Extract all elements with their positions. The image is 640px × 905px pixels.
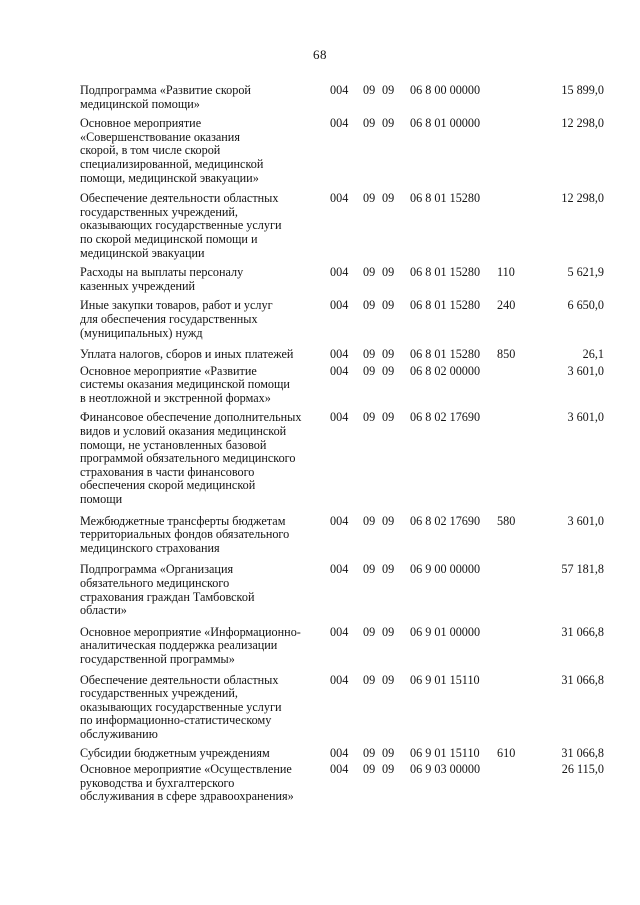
section-code: 09 (363, 83, 376, 97)
ministry-code: 004 (330, 347, 349, 362)
table-row (0, 563, 640, 617)
section-code: 09 (363, 191, 376, 206)
table-row (0, 117, 640, 185)
target-article-code: 06 9 01 15110 (410, 745, 480, 760)
item-name: Основное мероприятие «Совершенствование оказания скорой, в том числе скорой специализированной, медицинской помощи, медицинской эвакуации» (80, 116, 264, 185)
subsection-code: 09 (382, 513, 395, 528)
section-code: 09 (363, 410, 376, 425)
ministry-code: 004 (330, 298, 349, 313)
target-article-code: 06 9 00 00000 (410, 562, 481, 577)
amount: 3 601,0 (567, 410, 604, 425)
amount: 12 298,0 (561, 116, 604, 131)
table-row (0, 365, 640, 406)
section-code: 09 (363, 116, 376, 131)
table-row (0, 626, 640, 667)
table-row (0, 411, 640, 506)
amount: 15 899,0 (561, 83, 604, 97)
subsection-code: 09 (382, 265, 395, 280)
item-name: Уплата налогов, сборов и иных платежей (80, 347, 294, 362)
section-code: 09 (363, 265, 376, 280)
target-article-code: 06 9 03 00000 (410, 762, 481, 777)
expense-type-code: 240 (497, 298, 516, 313)
ministry-code: 004 (330, 624, 349, 639)
subsection-code: 09 (382, 624, 395, 639)
amount: 31 066,8 (561, 624, 604, 639)
ministry-code: 004 (330, 672, 349, 687)
subsection-code: 09 (382, 410, 395, 425)
subsection-code: 09 (382, 191, 395, 206)
amount: 31 066,8 (561, 672, 604, 687)
target-article-code: 06 8 01 15280 (410, 265, 481, 280)
section-code: 09 (363, 762, 376, 777)
expense-type-code: 850 (497, 347, 516, 362)
expense-type-code: 580 (497, 513, 516, 528)
table-row (0, 763, 640, 804)
table-row (0, 515, 640, 556)
subsection-code: 09 (382, 298, 395, 313)
page-number: 68 (313, 47, 327, 62)
item-name: Основное мероприятие «Развитие системы оказания медицинской помощи в неотложной и экстренной формах» (80, 363, 290, 405)
amount: 3 601,0 (567, 363, 604, 378)
section-code: 09 (363, 672, 376, 687)
item-name: Субсидии бюджетным учреждениям (80, 745, 270, 760)
target-article-code: 06 9 01 00000 (410, 624, 481, 639)
subsection-code: 09 (382, 83, 395, 97)
table-row (0, 348, 640, 362)
target-article-code: 06 8 01 15280 (410, 347, 481, 362)
subsection-code: 09 (382, 347, 395, 362)
item-name: Обеспечение деятельности областных государственных учреждений, оказывающих государственные услуги по скорой медицинской помощи и медицинской эвакуации (80, 191, 282, 260)
subsection-code: 09 (382, 745, 395, 760)
amount: 26 115,0 (561, 762, 604, 777)
amount: 5 621,9 (567, 265, 604, 280)
section-code: 09 (363, 298, 376, 313)
item-name: Межбюджетные трансферты бюджетам территориальных фондов обязательного медицинского страхования (80, 513, 290, 555)
item-name: Расходы на выплаты персоналу казенных учреждений (80, 265, 244, 293)
ministry-code: 004 (330, 745, 349, 760)
expense-type-code: 110 (497, 265, 515, 280)
subsection-code: 09 (382, 116, 395, 131)
ministry-code: 004 (330, 762, 349, 777)
ministry-code: 004 (330, 410, 349, 425)
amount: 31 066,8 (561, 745, 604, 760)
section-code: 09 (363, 513, 376, 528)
amount: 3 601,0 (567, 513, 604, 528)
item-name: Подпрограмма «Организация обязательного медицинского страхования граждан Тамбовской области» (80, 562, 255, 618)
item-name: Обеспечение деятельности областных государственных учреждений, оказывающих государственные услуги по информационно-статистическому обслуживанию (80, 672, 282, 741)
item-name: Финансовое обеспечение дополнительных видов и условий оказания медицинской помощи, не установленных базовой программой обязательного медицинского страхования в части финансового обеспечения скорой медицинской помощи (80, 410, 302, 507)
subsection-code: 09 (382, 363, 395, 378)
ministry-code: 004 (330, 265, 349, 280)
ministry-code: 004 (330, 83, 349, 97)
section-code: 09 (363, 745, 376, 760)
target-article-code: 06 9 01 15110 (410, 672, 480, 687)
item-name: Основное мероприятие «Осуществление руководства и бухгалтерского обслуживания в сфере здравоохранения» (80, 762, 294, 804)
target-article-code: 06 8 02 17690 (410, 513, 481, 528)
ministry-code: 004 (330, 116, 349, 131)
item-name: Подпрограмма «Развитие скорой медицинской помощи» (80, 83, 251, 111)
target-article-code: 06 8 01 15280 (410, 191, 481, 206)
ministry-code: 004 (330, 513, 349, 528)
target-article-code: 06 8 01 00000 (410, 116, 481, 131)
item-name: Иные закупки товаров, работ и услуг для обеспечения государственных (муниципальных) нужд (80, 298, 273, 340)
amount: 12 298,0 (561, 191, 604, 206)
subsection-code: 09 (382, 762, 395, 777)
table-row (0, 299, 640, 340)
section-code: 09 (363, 363, 376, 378)
ministry-code: 004 (330, 363, 349, 378)
subsection-code: 09 (382, 562, 395, 577)
table-row (0, 84, 640, 111)
subsection-code: 09 (382, 672, 395, 687)
amount: 6 650,0 (567, 298, 604, 313)
table-row (0, 674, 640, 742)
table-row (0, 266, 640, 293)
section-code: 09 (363, 562, 376, 577)
section-code: 09 (363, 624, 376, 639)
target-article-code: 06 8 01 15280 (410, 298, 481, 313)
amount: 26,1 (582, 347, 604, 362)
target-article-code: 06 8 02 17690 (410, 410, 481, 425)
amount: 57 181,8 (561, 562, 604, 577)
item-name: Основное мероприятие «Информационно- аналитическая поддержка реализации государственной программы» (80, 624, 301, 666)
budget-table (0, 84, 640, 804)
table-row (0, 747, 640, 761)
target-article-code: 06 8 02 00000 (410, 363, 481, 378)
target-article-code: 06 8 00 00000 (410, 83, 481, 97)
section-code: 09 (363, 347, 376, 362)
table-row (0, 192, 640, 260)
expense-type-code: 610 (497, 745, 516, 760)
ministry-code: 004 (330, 562, 349, 577)
ministry-code: 004 (330, 191, 349, 206)
